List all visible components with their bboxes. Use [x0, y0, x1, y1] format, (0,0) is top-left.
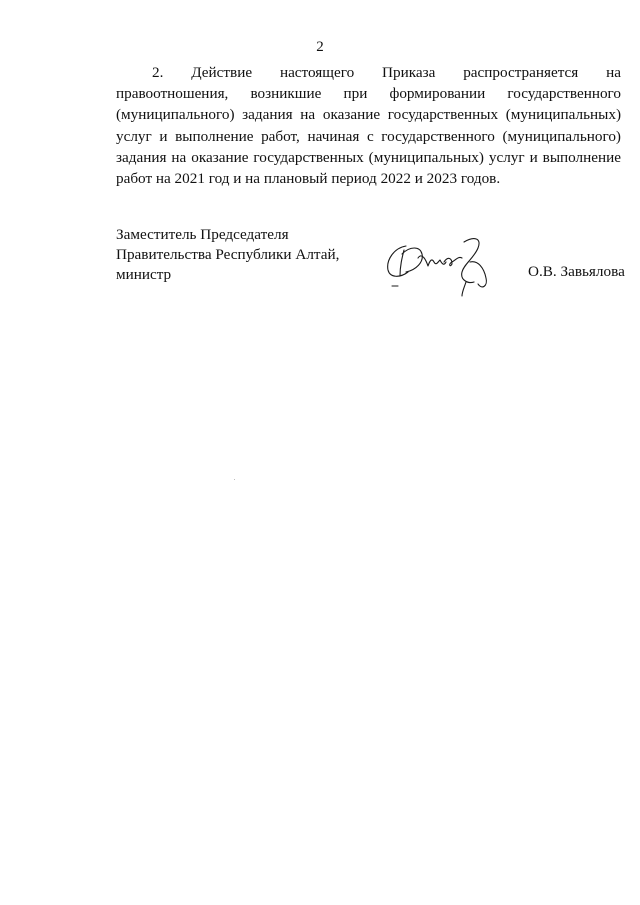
signatory-position — [116, 225, 339, 285]
signatory-position-line: Правительства Республики Алтай, — [116, 246, 340, 263]
signer-name: О.В. Завьялова — [528, 263, 625, 280]
signatory-position-line: министр — [116, 266, 172, 283]
signatory-position-line: Заместитель Председателя — [116, 226, 289, 243]
paragraph-line: правоотношения, возникшие при формировании государственного — [116, 85, 621, 103]
paragraph-line: услуг и выполнение работ, начиная с государственного (муниципального) — [116, 127, 621, 145]
scan-speck — [234, 479, 235, 480]
paragraph-line: (муниципального) задания на оказание государственных (муниципальных) — [116, 106, 621, 124]
paragraph-line: 2. Действие настоящего Приказа распространяется на — [152, 64, 621, 81]
page-number: 2 — [316, 39, 324, 55]
paragraph-line: задания на оказание государственных (муниципальных) услуг и выполнение — [116, 148, 621, 166]
handwritten-signature — [382, 232, 496, 298]
paragraph-line: работ на 2021 год и на плановый период 2022 и 2023 годов. — [116, 169, 501, 187]
body-paragraph — [116, 62, 621, 189]
